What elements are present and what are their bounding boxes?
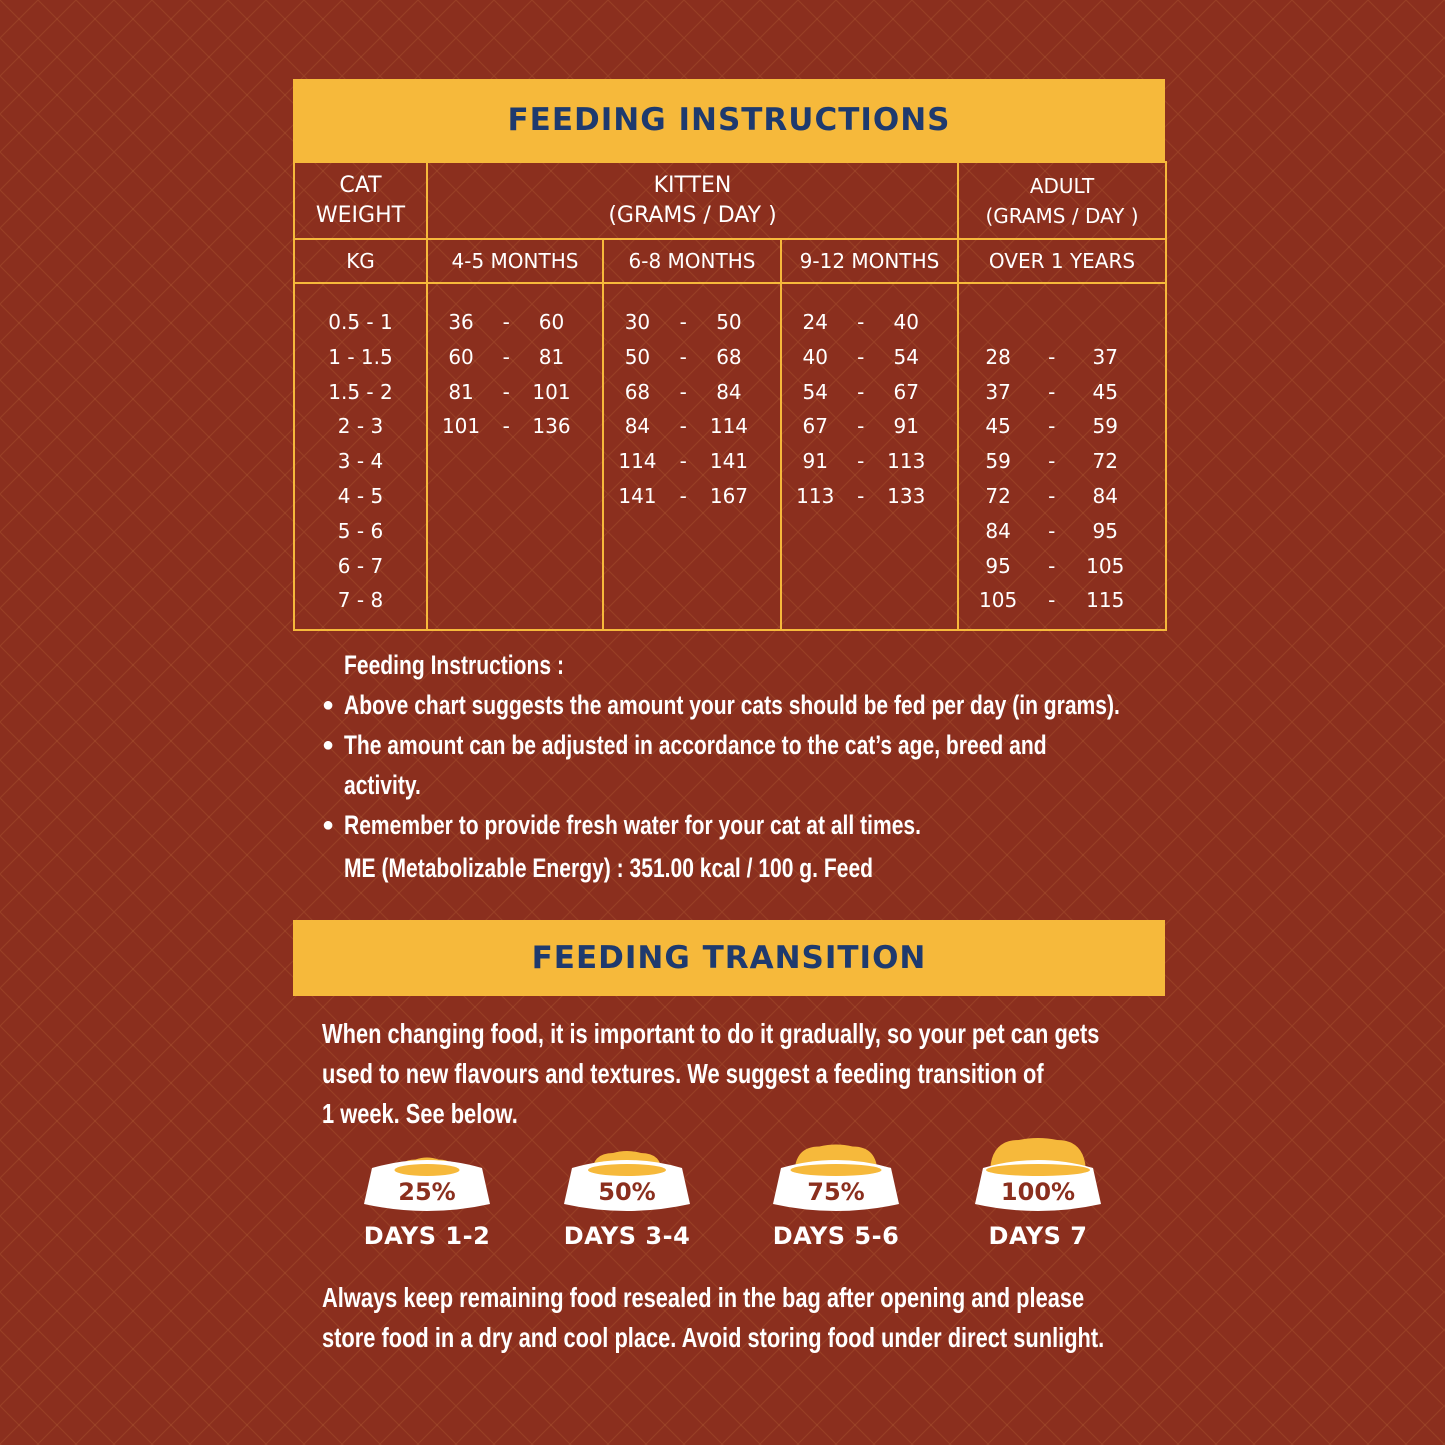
amount-max: 37 [1092, 344, 1118, 369]
range-dash: - [1048, 344, 1056, 369]
amount-range [959, 409, 1165, 444]
note-bullet-continuation: activity. [344, 770, 421, 800]
bowl-percent: 25% [398, 1178, 456, 1206]
amount-max: 81 [538, 344, 565, 369]
amount-range [959, 375, 1165, 410]
amount-min: 114 [618, 449, 657, 474]
amount-max: 101 [532, 379, 571, 404]
amount-range [782, 305, 957, 340]
amount-range [428, 305, 602, 340]
weight-range: 3 - 4 [337, 449, 384, 474]
header-kitten: KITTEN (GRAMS / DAY ) [427, 162, 958, 239]
bowl-rim-food [791, 1164, 882, 1176]
weight-range: 4 - 5 [337, 483, 384, 508]
food-bowl-icon [362, 1138, 492, 1216]
amount-range [428, 583, 602, 618]
amount-range [604, 375, 780, 410]
amount-max: 114 [709, 414, 749, 439]
feeding-transition-banner [293, 920, 1165, 996]
bowl-percent: 50% [598, 1178, 656, 1206]
range-dash: - [679, 449, 687, 474]
bullet-dot-icon: ● [322, 694, 335, 716]
amount-min: 30 [624, 310, 651, 334]
amount-range [428, 514, 602, 549]
amount-min: 68 [624, 379, 651, 404]
weight-range: 2 - 3 [337, 414, 384, 439]
range-dash: - [857, 344, 865, 369]
amount-min: 84 [624, 414, 651, 439]
note-bullet: ● Remember to provide fresh water for your cat at all times. [322, 805, 1152, 845]
weight-range: 7 - 8 [337, 588, 384, 613]
amount-min: 67 [802, 414, 828, 439]
bowl-days-label: DAYS 3-4 [563, 1222, 691, 1250]
amount-min: 101 [441, 414, 481, 439]
amount-max: 141 [709, 449, 749, 474]
feeding-table [293, 161, 1167, 631]
bowl-percent: 75% [807, 1178, 865, 1206]
range-dash: - [1048, 588, 1056, 613]
amount-max: 115 [1086, 588, 1125, 613]
weight-range: 1 - 1.5 [328, 344, 393, 369]
bowl-step [746, 1138, 926, 1268]
amount-range [782, 583, 957, 618]
amount-min: 105 [979, 588, 1018, 613]
subheader-9-12-months: 9-12 MONTHS [781, 239, 958, 283]
amount-min: 45 [985, 414, 1011, 439]
amount-range [428, 409, 602, 444]
amount-range [428, 549, 602, 584]
amount-max: 45 [1092, 379, 1118, 404]
range-dash: - [502, 344, 510, 369]
bowl-percent: 100% [1000, 1178, 1076, 1206]
amount-max: 84 [1092, 483, 1118, 508]
note-bullet: ● The amount can be adjusted in accordance to the cat’s age, breed and [322, 725, 1152, 765]
amount-min: 141 [618, 483, 657, 508]
amount-range [428, 479, 602, 514]
amount-range [959, 514, 1165, 549]
range-dash: - [1048, 379, 1056, 404]
amount-max: 113 [887, 449, 926, 474]
amount-max: 67 [893, 379, 919, 404]
amount-range [604, 583, 780, 618]
notes-heading: Feeding Instructions : [344, 650, 564, 680]
amount-range [604, 514, 780, 549]
amount-range [782, 444, 957, 479]
amount-max: 72 [1092, 449, 1118, 474]
amount-min: 24 [802, 310, 828, 334]
amount-max: 95 [1092, 518, 1118, 543]
range-dash: - [1048, 414, 1056, 439]
amount-range [428, 375, 602, 410]
amount-max: 105 [1086, 553, 1125, 578]
amount-range [604, 549, 780, 584]
amount-min: 113 [796, 483, 835, 508]
range-dash: - [857, 483, 865, 508]
amount-max: 167 [709, 483, 749, 508]
amount-range [782, 340, 957, 375]
amount-max: 60 [538, 310, 565, 334]
adult-column [958, 283, 1166, 630]
subheader-6-8-months: 6-8 MONTHS [603, 239, 781, 283]
bowl-rim-food [986, 1164, 1090, 1176]
amount-range [782, 409, 957, 444]
range-dash: - [502, 379, 510, 404]
bowl-step [337, 1138, 517, 1268]
food-bowl-icon [562, 1138, 692, 1216]
amount-range [959, 583, 1165, 618]
amount-range [959, 479, 1165, 514]
bowl-days-label: DAYS 1-2 [363, 1222, 491, 1250]
feeding-transition-title: FEEDING TRANSITION [531, 940, 927, 976]
food-bowl-icon [973, 1138, 1103, 1216]
range-dash: - [1048, 483, 1056, 508]
amount-max: 84 [716, 379, 742, 404]
amount-range [782, 375, 957, 410]
feeding-notes [322, 645, 1152, 891]
amount-min: 60 [448, 344, 474, 369]
range-dash: - [679, 310, 687, 334]
range-dash: - [502, 414, 510, 439]
amount-range [959, 444, 1165, 479]
note-bullet: ● Above chart suggests the amount your cats should be fed per day (in grams). [322, 685, 1152, 725]
metabolizable-energy: ME (Metabolizable Energy) : 351.00 kcal / 100 g. Feed [344, 853, 874, 883]
amount-max: 54 [893, 344, 919, 369]
bowl-days-label: DAYS 5-6 [772, 1222, 900, 1250]
weights-column [294, 283, 427, 630]
amount-max: 68 [716, 344, 742, 369]
bullet-dot-icon: ● [322, 814, 335, 836]
subheader-over-1-years: OVER 1 YEARS [958, 239, 1166, 283]
weight-range: 0.5 - 1 [328, 310, 393, 334]
range-dash: - [857, 379, 865, 404]
subheader-4-5-months: 4-5 MONTHS [427, 239, 603, 283]
amount-range [959, 305, 1165, 340]
amount-range [604, 479, 780, 514]
range-dash: - [1048, 553, 1056, 578]
range-dash: - [502, 310, 510, 334]
amount-range [604, 444, 780, 479]
range-dash: - [1048, 449, 1056, 474]
amount-min: 50 [624, 344, 651, 369]
bowl-rim-food [588, 1164, 666, 1176]
range-dash: - [679, 483, 687, 508]
amount-min: 37 [985, 379, 1011, 404]
amount-min: 54 [802, 379, 828, 404]
amount-range [604, 305, 780, 340]
subheader-kg: KG [294, 239, 427, 283]
feeding-instructions-banner [293, 79, 1165, 161]
amount-min: 59 [985, 449, 1011, 474]
range-dash: - [1048, 518, 1056, 543]
range-dash: - [679, 379, 687, 404]
amount-max: 133 [887, 483, 926, 508]
storage-note: Always keep remaining food resealed in the bag after opening and please store food in a dry and cool place. Avoid storing food under direct sunlight. [322, 1282, 1105, 1353]
range-dash: - [857, 449, 865, 474]
amount-max: 91 [893, 414, 919, 439]
amount-range [604, 340, 780, 375]
amount-max: 136 [532, 414, 571, 439]
weight-range: 5 - 6 [337, 518, 384, 543]
transition-intro: When changing food, it is important to do it gradually, so your pet can gets used to new flavours and textures. We suggest a feeding transition of 1 week. See below. [322, 1018, 1100, 1129]
amount-max: 40 [893, 310, 919, 334]
bowl-step [948, 1138, 1128, 1268]
kitten-9-12-column [781, 283, 958, 630]
amount-min: 91 [802, 449, 828, 474]
weight-range: 6 - 7 [337, 553, 384, 578]
amount-min: 72 [985, 483, 1011, 508]
header-cat-weight: CAT WEIGHT [294, 162, 427, 239]
bullet-dot-icon: ● [322, 734, 335, 756]
weight-range: 1.5 - 2 [328, 379, 393, 404]
amount-range [782, 479, 957, 514]
bowl-rim-food [395, 1164, 460, 1176]
amount-range [428, 340, 602, 375]
amount-min: 84 [985, 518, 1011, 543]
amount-range [782, 514, 957, 549]
range-dash: - [679, 344, 687, 369]
range-dash: - [857, 414, 865, 439]
amount-range [782, 549, 957, 584]
kitten-4-5-column [427, 283, 603, 630]
amount-range [604, 409, 780, 444]
amount-min: 40 [802, 344, 828, 369]
food-bowl-icon [771, 1138, 901, 1216]
feeding-instructions-title: FEEDING INSTRUCTIONS [507, 102, 951, 138]
range-dash: - [679, 414, 687, 439]
amount-min: 36 [448, 310, 474, 334]
amount-max: 50 [716, 310, 742, 334]
header-adult: ADULT (GRAMS / DAY ) [958, 162, 1166, 239]
amount-range [959, 549, 1165, 584]
kitten-6-8-column [603, 283, 781, 630]
amount-range [428, 444, 602, 479]
range-dash: - [857, 310, 865, 334]
amount-min: 95 [985, 553, 1011, 578]
amount-range [959, 340, 1165, 375]
amount-min: 81 [448, 379, 474, 404]
amount-min: 28 [985, 344, 1011, 369]
bowl-days-label: DAYS 7 [988, 1222, 1088, 1250]
amount-max: 59 [1092, 414, 1118, 439]
bowl-step [537, 1138, 717, 1268]
